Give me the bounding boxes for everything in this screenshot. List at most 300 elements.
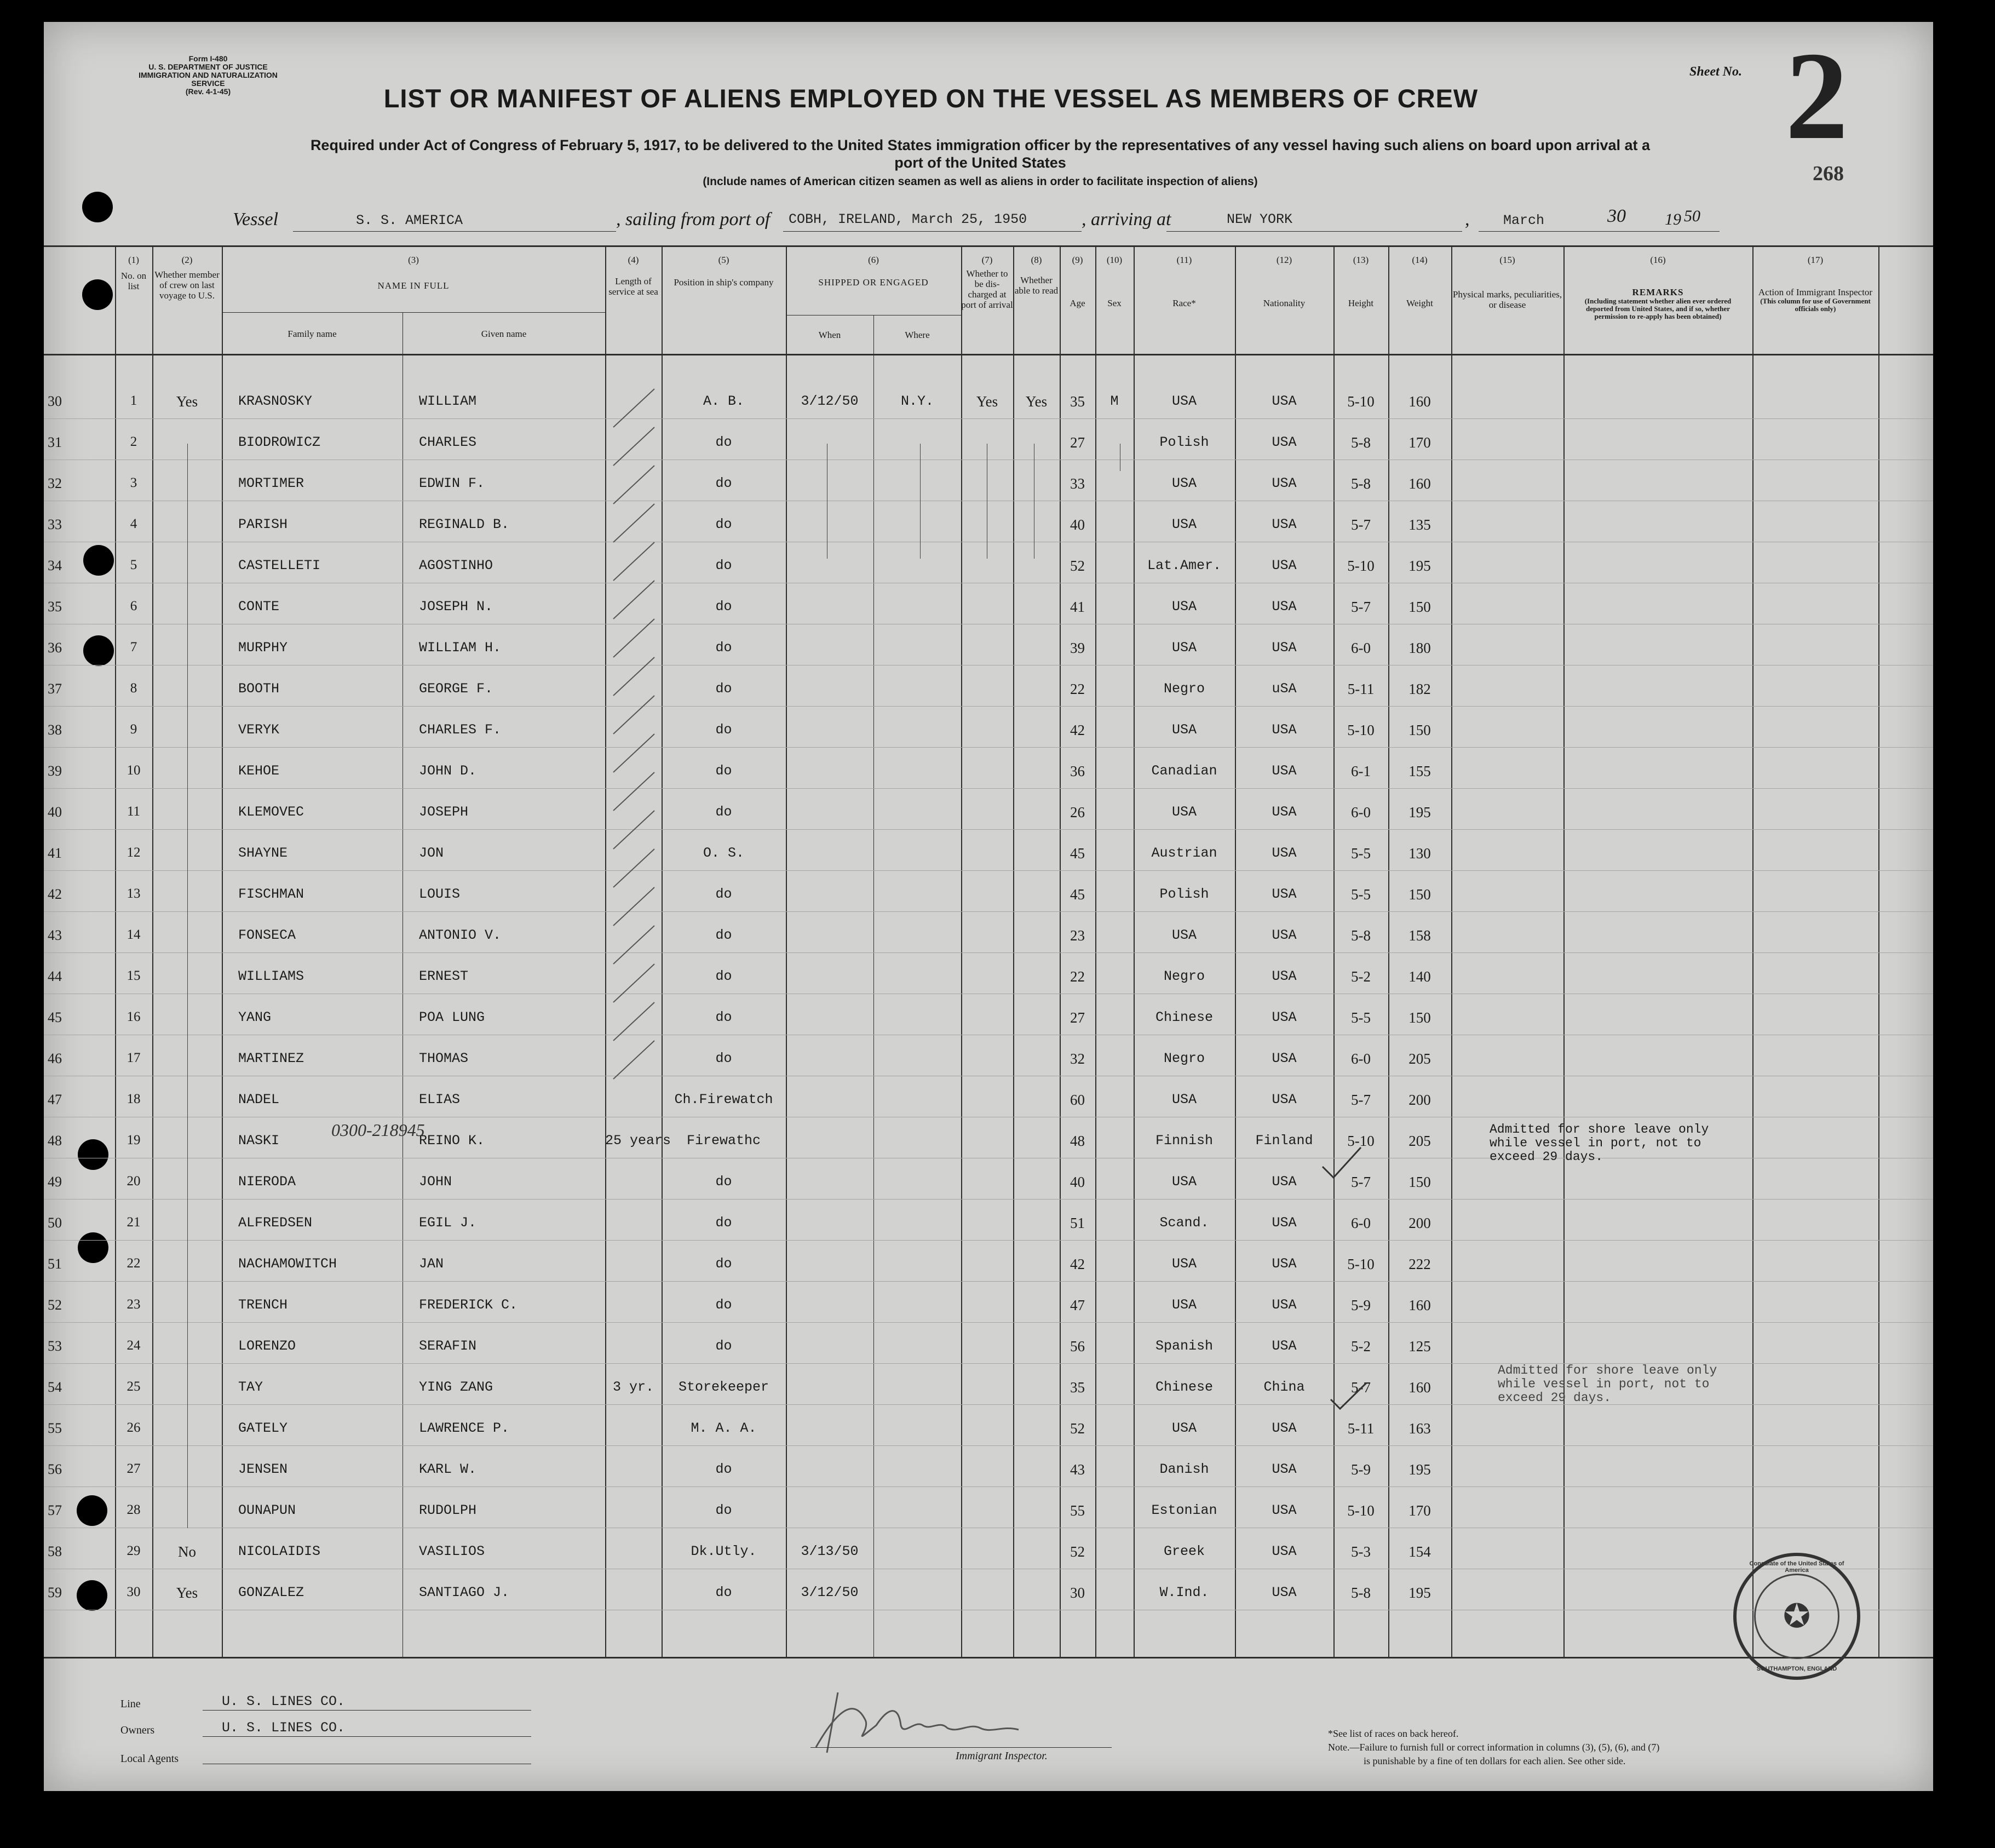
- row-given-name: GEORGE F.: [419, 681, 493, 697]
- row-age: 30: [1070, 1585, 1085, 1601]
- row-height: 5-3: [1351, 1543, 1371, 1560]
- row-position: do: [715, 886, 732, 902]
- row-line-number: 45: [48, 1009, 62, 1025]
- row-weight: 160: [1408, 475, 1431, 492]
- row-where: N.Y.: [900, 393, 934, 409]
- row-race: Polish: [1159, 886, 1209, 902]
- row-family-name: KLEMOVEC: [238, 804, 304, 820]
- row-family-name: WILLIAMS: [238, 968, 304, 984]
- row-weight: 160: [1408, 393, 1431, 410]
- row-weight: 160: [1408, 1297, 1431, 1313]
- row-race: Polish: [1159, 434, 1209, 450]
- row-family-name: TRENCH: [238, 1297, 288, 1313]
- row-given-name: LOUIS: [419, 886, 461, 902]
- row-race: Austrian: [1151, 845, 1217, 861]
- row-rule: [44, 911, 1933, 912]
- row-nationality: USA: [1272, 1420, 1297, 1436]
- form-rev: (Rev. 4-1-45): [185, 87, 231, 96]
- row-height: 5-10: [1347, 558, 1375, 574]
- row-weight: 195: [1408, 1585, 1431, 1601]
- row-position: O. S.: [703, 845, 744, 861]
- row-race: Finnish: [1155, 1133, 1214, 1149]
- col16-num: (16): [1650, 255, 1666, 265]
- row-nationality: China: [1263, 1379, 1305, 1395]
- row-given-name: JOSEPH: [419, 804, 469, 820]
- row-when: 3/13/50: [801, 1543, 859, 1559]
- row-given-name: LAWRENCE P.: [419, 1420, 510, 1436]
- row-no: 2: [130, 434, 137, 449]
- row-given-name: WILLIAM H.: [419, 640, 502, 656]
- row-rule: [44, 870, 1933, 871]
- row-height: 5-9: [1351, 1461, 1371, 1478]
- row-height: 5-2: [1351, 1338, 1371, 1355]
- row-race: USA: [1171, 722, 1197, 738]
- row-weight: 222: [1408, 1256, 1431, 1272]
- row-given-name: AGOSTINHO: [419, 558, 493, 573]
- row-position: M. A. A.: [691, 1420, 757, 1436]
- row-race: Danish: [1159, 1461, 1209, 1477]
- row-height: 5-9: [1351, 1297, 1371, 1313]
- row-family-name: CONTE: [238, 599, 280, 615]
- row-position: A. B.: [703, 393, 744, 409]
- row-weight: 205: [1408, 1051, 1431, 1067]
- row-weight: 150: [1408, 722, 1431, 738]
- row-no: 22: [127, 1256, 141, 1271]
- row-nationality: USA: [1272, 434, 1297, 450]
- row-age: 23: [1070, 927, 1085, 944]
- row-given-name: ELIAS: [419, 1092, 461, 1107]
- row-race: Spanish: [1155, 1338, 1214, 1354]
- row-weight: 150: [1408, 1174, 1431, 1190]
- row-nationality: USA: [1272, 1215, 1297, 1231]
- manifest-sheet: [44, 22, 1933, 1791]
- row-given-name: ANTONIO V.: [419, 927, 502, 943]
- ditto-line: [187, 444, 188, 1528]
- vessel-name: S. S. AMERICA: [356, 213, 463, 228]
- row-race: W.Ind.: [1159, 1585, 1209, 1600]
- owners-value: U. S. LINES CO.: [222, 1720, 346, 1736]
- row-age: 27: [1070, 1009, 1085, 1026]
- col17-num: (17): [1807, 255, 1824, 265]
- subtitle-line-1: Required under Act of Congress of February 5, 1917, to be delivered to the United States immigration officer by the representatives of any vessel having such aliens on board upon arrival at a: [310, 137, 1651, 153]
- row-no: 14: [127, 927, 141, 942]
- row-position: do: [715, 968, 732, 984]
- vessel-label: Vessel: [233, 209, 279, 229]
- row-race: USA: [1171, 1297, 1197, 1313]
- row-no: 21: [127, 1215, 141, 1230]
- row-age: 36: [1070, 763, 1085, 779]
- row-nationality: USA: [1272, 1174, 1297, 1190]
- row-height: 6-1: [1351, 763, 1371, 779]
- row-line-number: 47: [48, 1092, 62, 1107]
- row-position: do: [715, 1585, 732, 1600]
- row-family-name: FISCHMAN: [238, 886, 304, 902]
- row-weight: 155: [1408, 763, 1431, 779]
- handwritten-number: 0300-218945: [331, 1120, 425, 1140]
- row-given-name: KARL W.: [419, 1461, 477, 1477]
- row-no: 12: [127, 845, 141, 860]
- row-when: 3/12/50: [801, 1585, 859, 1600]
- row-age: 39: [1070, 640, 1085, 656]
- col16-label: REMARKS: [1632, 287, 1684, 297]
- eagle-icon: ✪: [1754, 1574, 1839, 1659]
- ditto-line: [920, 444, 921, 559]
- line-value: U. S. LINES CO.: [222, 1694, 346, 1709]
- row-height: 5-7: [1351, 599, 1371, 615]
- row-given-name: THOMAS: [419, 1051, 469, 1066]
- row-age: 55: [1070, 1502, 1085, 1519]
- row-nationality: USA: [1272, 886, 1297, 902]
- row-position: do: [715, 1256, 732, 1272]
- row-position: do: [715, 599, 732, 615]
- row-family-name: PARISH: [238, 516, 288, 532]
- row-height: 5-11: [1347, 1420, 1375, 1437]
- row-nationality: USA: [1272, 475, 1297, 491]
- row-no: 10: [127, 763, 141, 778]
- row-rule: [44, 1240, 1933, 1241]
- row-race: Canadian: [1151, 763, 1217, 779]
- row-sex: M: [1110, 393, 1119, 409]
- row-nationality: USA: [1272, 516, 1297, 532]
- row-position: do: [715, 434, 732, 450]
- row-rule: [44, 1322, 1933, 1323]
- row-height: 5-10: [1347, 393, 1375, 410]
- row-height: 5-7: [1351, 1379, 1371, 1396]
- row-age: 22: [1070, 681, 1085, 697]
- row-no: 19: [127, 1133, 141, 1147]
- row-family-name: ALFREDSEN: [238, 1215, 313, 1231]
- row-age: 45: [1070, 845, 1085, 862]
- row-race: USA: [1171, 1420, 1197, 1436]
- row-line-number: 44: [48, 968, 62, 984]
- row-height: 5-8: [1351, 1585, 1371, 1601]
- row-position: Storekeeper: [678, 1379, 769, 1395]
- row-no: 30: [127, 1585, 141, 1599]
- row-family-name: NICOLAIDIS: [238, 1543, 321, 1559]
- row-given-name: FREDERICK C.: [419, 1297, 518, 1313]
- row-given-name: REGINALD B.: [419, 516, 510, 532]
- row-age: 32: [1070, 1051, 1085, 1067]
- row-race: Chinese: [1155, 1379, 1214, 1395]
- crew-table-body: [44, 22, 1933, 1791]
- row-family-name: KRASNOSKY: [238, 393, 313, 409]
- row-nationality: uSA: [1272, 681, 1297, 697]
- row-given-name: SERAFIN: [419, 1338, 477, 1354]
- row-position: do: [715, 1461, 732, 1477]
- inspector-underline: [810, 1747, 1112, 1748]
- row-line-number: 54: [48, 1379, 62, 1395]
- row-height: 5-7: [1351, 1092, 1371, 1108]
- row-no: 28: [127, 1502, 141, 1517]
- row-nationality: USA: [1272, 1338, 1297, 1354]
- row-given-name: VASILIOS: [419, 1543, 485, 1559]
- row-able-to-read: Yes: [1025, 393, 1048, 410]
- row-nationality: USA: [1272, 599, 1297, 615]
- row-height: 6-0: [1351, 1051, 1371, 1067]
- row-age: 26: [1070, 804, 1085, 820]
- row-given-name: JOHN: [419, 1174, 452, 1190]
- row-age: 52: [1070, 558, 1085, 574]
- row-line-number: 31: [48, 434, 62, 450]
- row-line-number: 48: [48, 1133, 62, 1149]
- row-nationality: USA: [1272, 804, 1297, 820]
- row-given-name: YING ZANG: [419, 1379, 493, 1395]
- col5-label: Position in ship's company: [674, 277, 774, 288]
- row-age: 35: [1070, 1379, 1085, 1396]
- col14-num: (14): [1412, 255, 1428, 265]
- row-weight: 195: [1408, 804, 1431, 820]
- row-race: Negro: [1163, 968, 1205, 984]
- row-position: do: [715, 1338, 732, 1354]
- footnote-note: Note.—Failure to furnish full or correct information in columns (3), (5), (6), and (7): [1328, 1742, 1660, 1753]
- line-label: Line: [120, 1698, 141, 1710]
- row-position: do: [715, 722, 732, 738]
- row-age: 33: [1070, 475, 1085, 492]
- col6-label: SHIPPED OR ENGAGED: [818, 277, 929, 288]
- arrival-year-prefix: 19: [1665, 210, 1681, 228]
- col9-label: Age: [1070, 298, 1085, 308]
- col12-num: (12): [1276, 255, 1292, 265]
- row-given-name: ERNEST: [419, 968, 469, 984]
- row-family-name: MURPHY: [238, 640, 288, 656]
- row-line-number: 59: [48, 1585, 62, 1600]
- row-nationality: USA: [1272, 1543, 1297, 1559]
- row-line-number: 36: [48, 640, 62, 656]
- row-line-number: 38: [48, 722, 62, 738]
- row-line-number: 56: [48, 1461, 62, 1477]
- row-height: 5-7: [1351, 516, 1371, 533]
- row-line-number: 46: [48, 1051, 62, 1066]
- row-rule: [44, 829, 1933, 830]
- col4-label: Length of service at sea: [608, 276, 658, 297]
- row-nationality: USA: [1272, 1297, 1297, 1313]
- row-weight: 140: [1408, 968, 1431, 985]
- row-height: 5-11: [1347, 681, 1375, 697]
- row-race: USA: [1171, 804, 1197, 820]
- row-line-number: 37: [48, 681, 62, 697]
- row-line-number: 58: [48, 1543, 62, 1559]
- row-weight: 182: [1408, 681, 1431, 697]
- departure-port: COBH, IRELAND, March 25, 1950: [789, 211, 1027, 227]
- row-line-number: 32: [48, 475, 62, 491]
- row-race: Lat.Amer.: [1147, 558, 1222, 573]
- row-no: 29: [127, 1543, 141, 1558]
- row-weight: 170: [1408, 1502, 1431, 1519]
- arrival-month: March: [1503, 213, 1545, 228]
- consulate-seal: [1733, 1553, 1860, 1680]
- row-no: 6: [130, 599, 137, 613]
- row-family-name: NACHAMOWITCH: [238, 1256, 337, 1272]
- row-age: 51: [1070, 1215, 1085, 1231]
- row-height: 5-8: [1351, 475, 1371, 492]
- row-no: 23: [127, 1297, 141, 1312]
- col10-num: (10): [1106, 255, 1123, 265]
- col2-num: (2): [181, 255, 193, 265]
- agents-label: Local Agents: [120, 1753, 179, 1765]
- row-position: do: [715, 1215, 732, 1231]
- row-line-number: 50: [48, 1215, 62, 1231]
- col10-label: Sex: [1107, 298, 1122, 308]
- row-weight: 130: [1408, 845, 1431, 862]
- col11-label: Race*: [1172, 298, 1196, 308]
- row-nationality: USA: [1272, 1585, 1297, 1600]
- seal-text-top: Consulate of the United States of America: [1749, 1560, 1844, 1574]
- row-race: Greek: [1163, 1543, 1205, 1559]
- col9-num: (9): [1072, 255, 1083, 265]
- row-rule: [44, 1199, 1933, 1200]
- row-service: 3 yr.: [612, 1379, 654, 1395]
- row-position: do: [715, 681, 732, 697]
- row-family-name: LORENZO: [238, 1338, 296, 1354]
- row-given-name: POA LUNG: [419, 1009, 485, 1025]
- row-age: 35: [1070, 393, 1085, 410]
- row-no: 27: [127, 1461, 141, 1476]
- row-family-name: MARTINEZ: [238, 1051, 304, 1066]
- inspector-label: Immigrant Inspector.: [956, 1750, 1048, 1762]
- row-height: 5-5: [1351, 845, 1371, 862]
- owners-label: Owners: [120, 1724, 155, 1736]
- row-height: 5-8: [1351, 927, 1371, 944]
- row-given-name: CHARLES: [419, 434, 477, 450]
- row-nationality: USA: [1272, 640, 1297, 656]
- row-age: 56: [1070, 1338, 1085, 1355]
- row-no: 8: [130, 681, 137, 696]
- row-rule: [44, 706, 1933, 707]
- col14-label: Weight: [1406, 298, 1433, 308]
- row-position: do: [715, 1009, 732, 1025]
- row-family-name: FONSECA: [238, 927, 296, 943]
- row-age: 45: [1070, 886, 1085, 903]
- row-position: do: [715, 1502, 732, 1518]
- row-given-name: JOSEPH N.: [419, 599, 493, 615]
- seal-text-bottom: SOUTHAMPTON, ENGLAND: [1756, 1666, 1837, 1672]
- row-position: Firewathc: [686, 1133, 761, 1149]
- col13-num: (13): [1353, 255, 1369, 265]
- col15-label: Physical marks, peculiarities, or disease: [1452, 289, 1562, 310]
- col12-label: Nationality: [1263, 298, 1306, 308]
- row-family-name: BIODROWICZ: [238, 434, 321, 450]
- row-race: USA: [1171, 393, 1197, 409]
- row-position: do: [715, 640, 732, 656]
- row-no: 1: [130, 393, 137, 408]
- row-weight: 135: [1408, 516, 1431, 533]
- col7-label: Whether to be dis-charged at port of arrival: [961, 268, 1013, 310]
- row-position: do: [715, 1051, 732, 1066]
- row-race: Estonian: [1151, 1502, 1217, 1518]
- col15-num: (15): [1499, 255, 1515, 265]
- row-height: 5-10: [1347, 1256, 1375, 1272]
- arrival-port: NEW YORK: [1227, 211, 1293, 227]
- row-nationality: USA: [1272, 393, 1297, 409]
- footnote-races: *See list of races on back hereof.: [1328, 1728, 1459, 1739]
- row-rule: [44, 952, 1933, 953]
- row-height: 5-10: [1347, 1133, 1375, 1149]
- row-position: do: [715, 1174, 732, 1190]
- row-line-number: 55: [48, 1420, 62, 1436]
- row-family-name: OUNAPUN: [238, 1502, 296, 1518]
- col17-label: Action of Immigrant Inspector: [1758, 287, 1873, 297]
- row-race: USA: [1171, 640, 1197, 656]
- row-family-name: MORTIMER: [238, 475, 304, 491]
- check-mark-icon: [1328, 1380, 1372, 1413]
- row-nationality: USA: [1272, 968, 1297, 984]
- row-line-number: 30: [48, 393, 62, 409]
- row-height: 6-0: [1351, 1215, 1371, 1231]
- form-number: Form I-480: [188, 54, 228, 63]
- row-no: 18: [127, 1092, 141, 1106]
- page-title: LIST OR MANIFEST OF ALIENS EMPLOYED ON THE VESSEL AS MEMBERS OF CREW: [383, 84, 1479, 113]
- row-weight: 150: [1408, 1009, 1431, 1026]
- row-weight: 160: [1408, 1379, 1431, 1396]
- row-line-number: 49: [48, 1174, 62, 1190]
- row-rule: [44, 788, 1933, 789]
- arrival-day: 30: [1607, 206, 1626, 226]
- row-family-name: BOOTH: [238, 681, 280, 697]
- row-race: USA: [1171, 1174, 1197, 1190]
- row-weight: 205: [1408, 1133, 1431, 1149]
- col8-label: Whether able to read: [1014, 275, 1059, 296]
- row-nationality: USA: [1272, 845, 1297, 861]
- row-family-name: GATELY: [238, 1420, 288, 1436]
- col3-num: (3): [408, 255, 419, 265]
- row-height: 5-5: [1351, 886, 1371, 903]
- row-nationality: USA: [1272, 1009, 1297, 1025]
- subtitle-line-2: port of the United States: [894, 154, 1066, 171]
- row-position: do: [715, 558, 732, 573]
- row-height: 5-2: [1351, 968, 1371, 985]
- row-height: 5-7: [1351, 1174, 1371, 1190]
- row-no: 25: [127, 1379, 141, 1394]
- sheet-number: 2: [1785, 26, 1848, 165]
- form-service: IMMIGRATION AND NATURALIZATION SERVICE: [139, 71, 278, 88]
- row-weight: 163: [1408, 1420, 1431, 1437]
- row-age: 41: [1070, 599, 1085, 615]
- row-last-voyage: Yes: [176, 393, 198, 410]
- row-family-name: CASTELLETI: [238, 558, 321, 573]
- row-age: 40: [1070, 516, 1085, 533]
- row-when: 3/12/50: [801, 393, 859, 409]
- row-weight: 125: [1408, 1338, 1431, 1355]
- row-position: do: [715, 1297, 732, 1313]
- row-height: 5-10: [1347, 1502, 1375, 1519]
- row-no: 5: [130, 558, 137, 572]
- row-line-number: 34: [48, 558, 62, 573]
- row-last-voyage: No: [178, 1543, 196, 1560]
- row-no: 11: [127, 804, 141, 819]
- arriving-label: , arriving at: [1082, 209, 1171, 229]
- line-underline: [203, 1710, 531, 1711]
- row-race: Negro: [1163, 681, 1205, 697]
- row-age: 42: [1070, 1256, 1085, 1272]
- footnote-fine: is punishable by a fine of ten dollars for each alien. See other side.: [1364, 1755, 1626, 1766]
- row-position: do: [715, 475, 732, 491]
- row-family-name: TAY: [238, 1379, 263, 1395]
- row-service: 25 years: [605, 1133, 671, 1149]
- row-nationality: USA: [1272, 1502, 1297, 1518]
- row-height: 6-0: [1351, 804, 1371, 820]
- row-no: 17: [127, 1051, 141, 1065]
- row-race: Negro: [1163, 1051, 1205, 1066]
- row-age: 48: [1070, 1133, 1085, 1149]
- row-race: USA: [1171, 599, 1197, 615]
- row-line-number: 42: [48, 886, 62, 902]
- col4-num: (4): [628, 255, 639, 265]
- row-no: 26: [127, 1420, 141, 1435]
- row-no: 20: [127, 1174, 141, 1189]
- row-weight: 200: [1408, 1215, 1431, 1231]
- arrival-year-suffix: 50: [1684, 207, 1700, 225]
- row-line-number: 52: [48, 1297, 62, 1313]
